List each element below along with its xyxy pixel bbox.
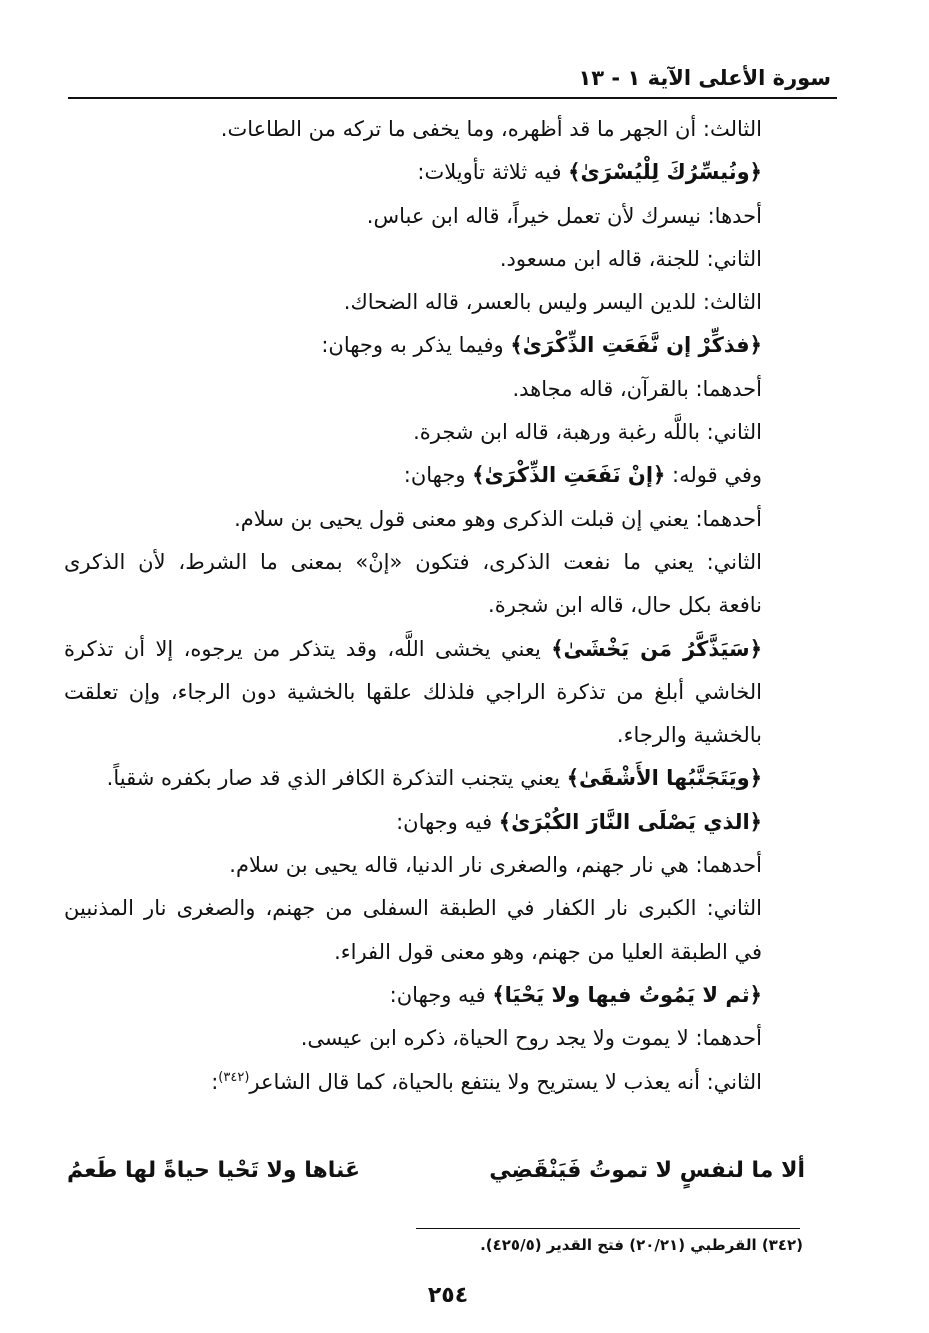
line-text: وفي قوله: [665,463,762,488]
text-line [64,151,762,194]
quran-verse: ﴿إنْ نَفَعَتِ الذِّكْرَىٰ﴾ [472,463,666,488]
footnote-rule [416,1228,800,1229]
text-line: الثاني: يعني ما نفعت الذكرى، فتكون «إنْ» بمعنى ما الشرط، لأن الذكرى [64,549,762,574]
text-line: أحدها: نيسرك لأن تعمل خيراً، قاله ابن عباس. [366,203,762,228]
text-line: أحدهما: لا يموت ولا يجد روح الحياة، ذكره ابن عيسى. [300,1026,762,1051]
text-line: نافعة بكل حال، قاله ابن شجرة. [488,593,762,618]
poem-hemistich-second: عَناها ولا تَحْيا حياةً لها طَعمُ [67,1158,361,1183]
text-line: الخاشي أبلغ من تذكرة الراجي فلذلك علقها بالخشية دون الرجاء، وإن تعلقت [64,679,762,704]
text-line: أحدهما: يعني إن قبلت الذكرى وهو معنى قول يحيى بن سلام. [234,506,762,531]
running-header: سورة الأعلى الآية ١ - ١٣ [578,66,831,90]
poem-verse [67,1150,805,1196]
text-line [64,801,762,844]
text-line [64,974,762,1017]
quran-verse: ﴿فذكِّرْ إن نَّفَعَتِ الذِّكْرَىٰ﴾ [510,333,762,358]
line-text: وفيما يذكر به وجهان: [321,333,511,358]
quran-verse: ﴿سَيَذَّكَّرُ مَن يَخْشَىٰ﴾ [551,636,762,661]
line-text: الثاني: أنه يعذب لا يستريح ولا ينتفع بالحياة، كما قال الشاعر [249,1069,762,1094]
text-line: الثاني: للجنة، قاله ابن مسعود. [499,246,762,271]
line-text: فيه وجهان: [389,982,493,1007]
quran-verse: ﴿ثم لا يَمُوتُ فيها ولا يَحْيَا﴾ [492,982,762,1007]
text-line: الثالث: للدين اليسر وليس بالعسر، قاله الضحاك. [343,290,762,315]
text-line: بالخشية والرجاء. [616,723,762,748]
line-text: وجهان: [403,463,473,488]
text-line: الثاني: الكبرى نار الكفار في الطبقة السفلى من جهنم، والصغرى نار المذنبين [64,896,762,921]
text-line: الثاني: باللَّه رغبة ورهبة، قاله ابن شجرة. [413,420,762,445]
text-line [64,1061,762,1104]
quran-verse: ﴿ونُيسِّرُكَ لِلْيُسْرَىٰ﴾ [568,160,762,185]
text-line: في الطبقة العليا من جهنم، وهو معنى قول الفراء. [334,939,762,964]
line-text: فيه وجهان: [396,809,499,834]
line-text: فيه ثلاثة تأويلات: [417,160,569,185]
header-rule [68,97,837,99]
text-line [64,757,762,800]
text-line [64,628,762,671]
poem-hemistich-first: ألا ما لنفسٍ لا تموتُ فَيَنْقَضِي [489,1158,805,1183]
text-line: أحدهما: بالقرآن، قاله مجاهد. [512,376,762,401]
text-line [64,324,762,367]
quran-verse: ﴿الذي يَصْلَى النَّارَ الكُبْرَىٰ﴾ [498,809,762,834]
footnote-reference: (٣٤٢) [218,1069,250,1085]
footnote: (٣٤٢) القرطبي (٢٠/٢١) فتح القدير (٤٢٥/٥). [480,1236,803,1254]
text-line: الثالث: أن الجهر ما قد أظهره، وما يخفى ما تركه من الطاعات. [220,117,762,141]
line-text: : [211,1069,219,1094]
quran-verse: ﴿ويَتَجَنَّبُها الأَشْقَىٰ﴾ [566,766,762,791]
line-text: يعني يتجنب التذكرة الكافر الذي قد صار بكفره شقياً. [106,766,567,791]
text-line [64,454,762,497]
page-number: ٢٥٤ [427,1283,469,1308]
main-text [64,108,762,1104]
line-text: يعني يخشى اللَّه، وقد يتذكر من يرجوه، إلا أن تذكرة [64,636,552,661]
text-line: أحدهما: هي نار جهنم، والصغرى نار الدنيا، قاله يحيى بن سلام. [229,853,762,878]
